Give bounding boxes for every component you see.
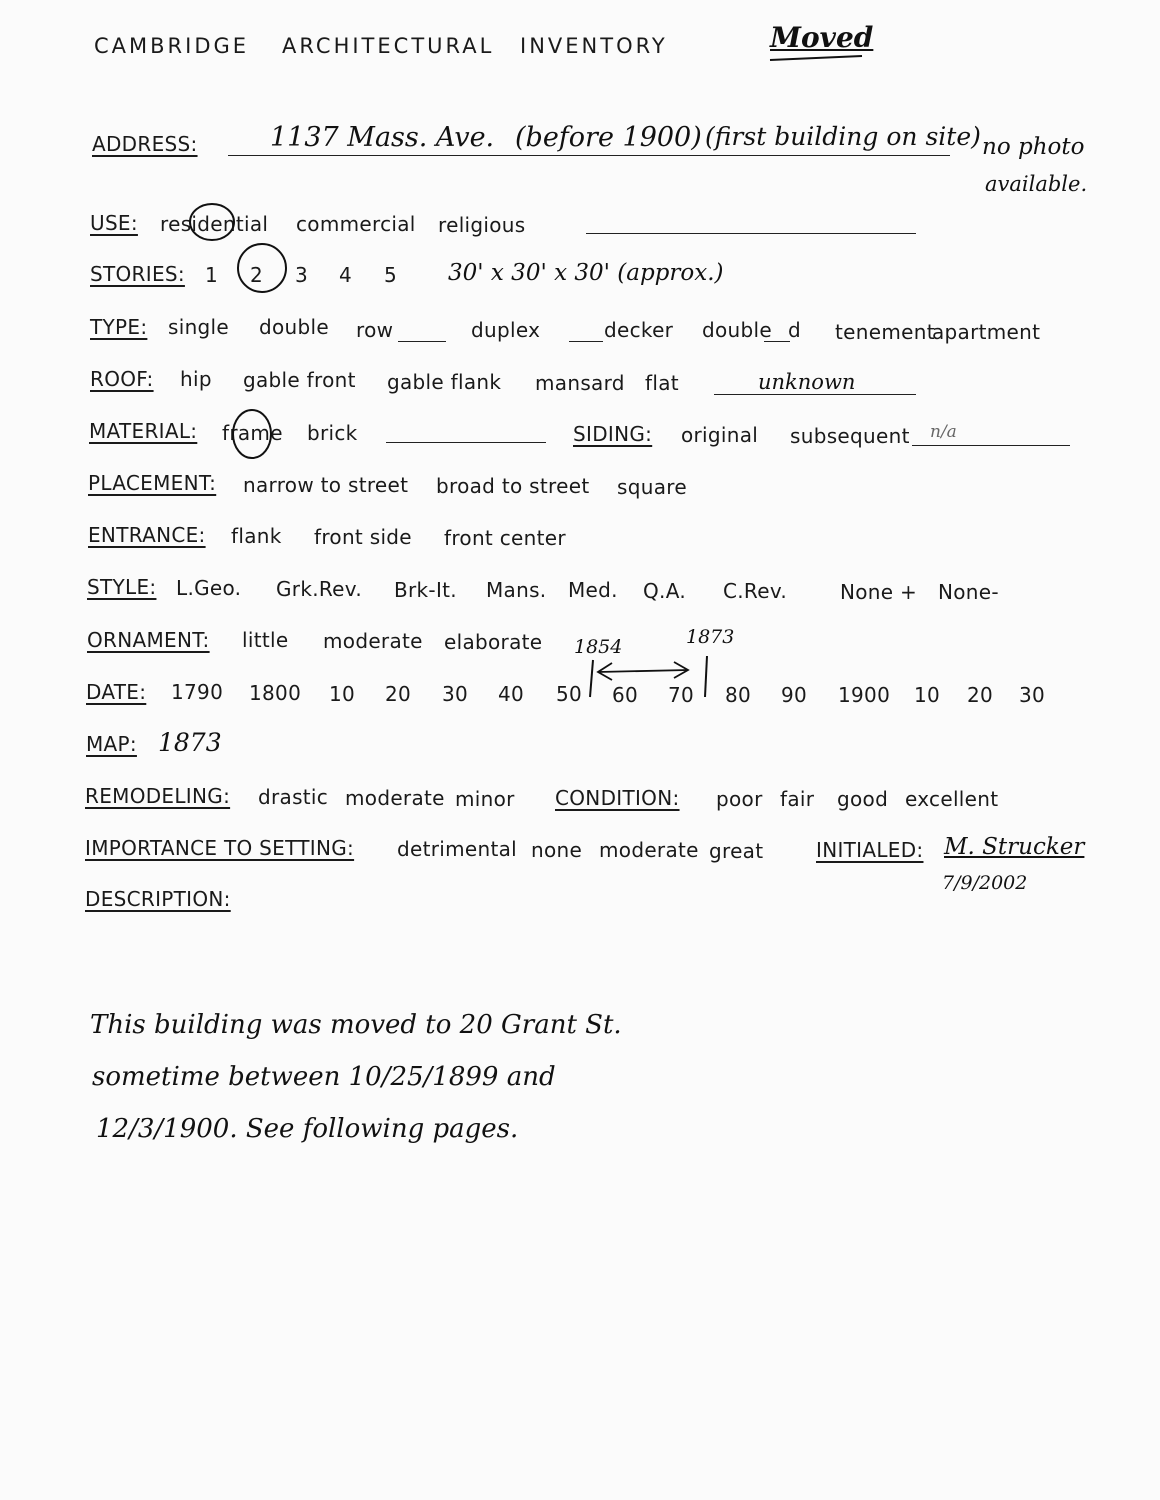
- no-photo-note: no photo: [982, 134, 1085, 160]
- date-tick-start: [590, 660, 593, 697]
- map-label: MAP:: [86, 732, 137, 756]
- material-label: MATERIAL:: [89, 419, 198, 443]
- date-option-70: 70: [668, 683, 695, 707]
- roof-option-mansard: mansard: [535, 371, 625, 395]
- date-option-1790: 1790: [171, 680, 224, 704]
- type-option-row: row: [356, 318, 394, 342]
- material-option-frame: frame: [222, 421, 283, 445]
- roof-option-gable-front: gable front: [243, 368, 356, 392]
- style-label: STYLE:: [87, 575, 157, 599]
- form-title-cambridge: CAMBRIDGE: [94, 34, 250, 58]
- date-tick-end: [705, 656, 707, 697]
- date-option-1900: 1900: [838, 683, 891, 707]
- placement-option-narrow: narrow to street: [243, 473, 409, 497]
- ornament-option-little: little: [242, 628, 289, 652]
- roof-other-line: [714, 394, 916, 395]
- initialed-name: M. Strucker: [944, 834, 1085, 860]
- stories-option-4: 4: [339, 263, 353, 287]
- moved-stamp: Moved: [770, 21, 874, 54]
- stories-dimensions: 30' x 30' x 30' (approx.): [448, 260, 724, 286]
- type-option-duplex: duplex: [471, 318, 541, 342]
- condition-option-excellent: excellent: [905, 787, 999, 811]
- entrance-option-flank: flank: [231, 524, 282, 548]
- condition-option-good: good: [837, 787, 889, 811]
- importance-label: IMPORTANCE TO SETTING:: [85, 836, 355, 860]
- style-option-med: Med.: [568, 578, 618, 602]
- date-range-end: 1873: [686, 626, 735, 648]
- use-option-residential: residential: [160, 212, 269, 236]
- style-option-grkrev: Grk.Rev.: [276, 577, 363, 601]
- date-option-20: 20: [385, 682, 412, 706]
- siding-option-subsequent: subsequent: [790, 424, 910, 448]
- type-label: TYPE:: [90, 315, 148, 339]
- use-other-line: [586, 233, 916, 234]
- stories-option-2: 2: [250, 263, 264, 287]
- description-label: DESCRIPTION:: [85, 887, 231, 911]
- initialed-label: INITIALED:: [816, 838, 924, 862]
- date-range-arrow: [598, 670, 688, 672]
- condition-option-fair: fair: [780, 787, 815, 811]
- style-option-none-plus: None +: [840, 580, 918, 604]
- material-option-brick: brick: [307, 421, 358, 445]
- remodeling-option-minor: minor: [455, 787, 515, 811]
- date-option-90: 90: [781, 683, 808, 707]
- date-option-80: 80: [725, 683, 752, 707]
- roof-option-gable-flank: gable flank: [387, 370, 502, 394]
- ornament-option-moderate: moderate: [323, 629, 423, 653]
- arrow-right-head: [674, 662, 688, 678]
- moved-underline: [770, 56, 862, 60]
- date-range-start: 1854: [574, 636, 623, 658]
- importance-option-none: none: [531, 838, 583, 862]
- condition-option-poor: poor: [716, 787, 763, 811]
- date-option-10b: 10: [914, 683, 941, 707]
- map-written-year: 1873: [158, 728, 222, 757]
- type-option-d: d: [788, 318, 801, 342]
- use-option-religious: religious: [438, 213, 526, 237]
- style-option-qa: Q.A.: [643, 579, 686, 603]
- siding-label: SIDING:: [573, 422, 653, 446]
- description-line-3: 12/3/1900. See following pages.: [96, 1114, 519, 1144]
- date-option-40: 40: [498, 682, 525, 706]
- date-option-30b: 30: [1019, 683, 1046, 707]
- style-option-mans: Mans.: [486, 578, 547, 602]
- material-other-line: [386, 442, 546, 443]
- date-option-60: 60: [612, 683, 639, 707]
- type-option-double-d: double: [702, 318, 772, 342]
- form-title-inventory: INVENTORY: [520, 34, 668, 58]
- roof-option-flat: flat: [645, 371, 679, 395]
- type-option-single: single: [168, 315, 230, 339]
- ornament-option-elaborate: elaborate: [444, 630, 543, 654]
- style-option-lgeo: L.Geo.: [176, 576, 242, 600]
- type-row-blank: [398, 341, 446, 342]
- type-option-tenement: tenement: [835, 320, 935, 344]
- initialed-date: 7/9/2002: [942, 872, 1028, 894]
- remodeling-label: REMODELING:: [85, 784, 231, 808]
- importance-option-great: great: [709, 839, 764, 863]
- arrow-left-head: [598, 663, 612, 680]
- description-line-1: This building was moved to 20 Grant St.: [90, 1010, 622, 1040]
- placement-option-broad: broad to street: [436, 474, 590, 498]
- type-option-decker: decker: [604, 318, 674, 342]
- remodeling-option-moderate: moderate: [345, 786, 445, 810]
- type-option-double: double: [259, 315, 329, 339]
- address-value: 1137 Mass. Ave.: [270, 122, 495, 153]
- address-line: [228, 155, 950, 156]
- condition-label: CONDITION:: [555, 786, 680, 810]
- address-label: ADDRESS:: [92, 132, 198, 156]
- type-decker-blank: [569, 341, 603, 342]
- ornament-label: ORNAMENT:: [87, 628, 210, 652]
- siding-written: n/a: [930, 422, 957, 442]
- date-label: DATE:: [86, 680, 147, 704]
- stories-label: STORIES:: [90, 262, 185, 286]
- siding-option-original: original: [681, 423, 759, 447]
- importance-option-moderate: moderate: [599, 838, 699, 862]
- type-option-apartment: apartment: [932, 320, 1041, 344]
- type-double-d-blank: [764, 341, 790, 342]
- style-option-brkit: Brk-It.: [394, 578, 457, 602]
- use-option-commercial: commercial: [296, 212, 416, 236]
- roof-written-unknown: unknown: [758, 370, 856, 394]
- date-option-50: 50: [556, 682, 583, 706]
- remodeling-option-drastic: drastic: [258, 785, 329, 809]
- importance-option-detrimental: detrimental: [397, 837, 518, 861]
- style-option-crev: C.Rev.: [723, 579, 788, 603]
- placement-label: PLACEMENT:: [88, 471, 217, 495]
- address-note-before-1900: (before 1900): [515, 122, 702, 153]
- roof-option-hip: hip: [180, 367, 212, 391]
- entrance-option-front-center: front center: [444, 526, 566, 550]
- entrance-label: ENTRANCE:: [88, 523, 206, 547]
- siding-other-line: [912, 445, 1070, 446]
- use-label: USE:: [90, 211, 138, 235]
- style-option-none-minus: None-: [938, 580, 999, 604]
- roof-label: ROOF:: [90, 367, 154, 391]
- address-note-first-building: (first building on site): [705, 122, 981, 151]
- entrance-option-front-side: front side: [314, 525, 412, 549]
- date-option-1800: 1800: [249, 681, 302, 705]
- form-title-architectural: ARCHITECTURAL: [282, 34, 495, 58]
- stories-option-1: 1: [205, 263, 219, 287]
- date-option-20b: 20: [967, 683, 994, 707]
- description-line-2: sometime between 10/25/1899 and: [92, 1062, 556, 1092]
- stories-option-3: 3: [295, 263, 309, 287]
- placement-option-square: square: [617, 475, 687, 499]
- stories-option-5: 5: [384, 263, 398, 287]
- available-note: available.: [985, 172, 1088, 196]
- date-option-30: 30: [442, 682, 469, 706]
- date-option-10: 10: [329, 682, 356, 706]
